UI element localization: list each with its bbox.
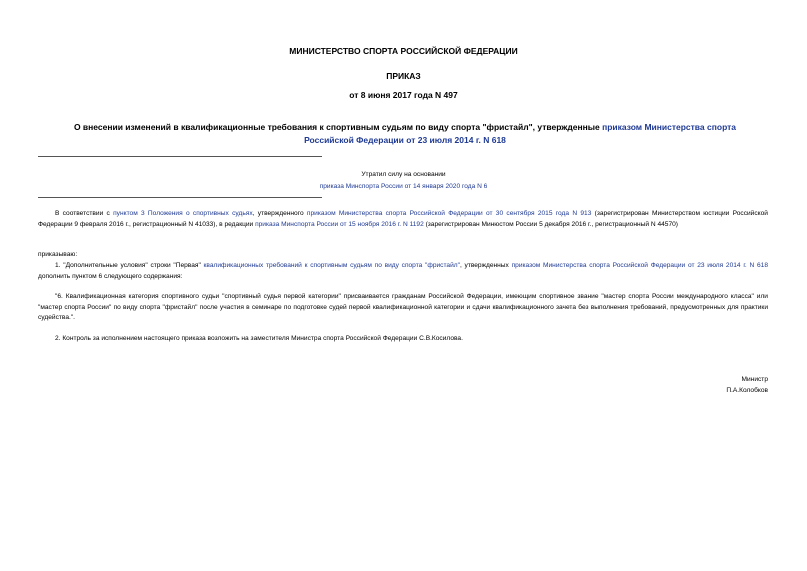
para1-text-4: (зарегистрирован Минюстом России 5 декабря 2016 г., регистрационный N 44570)	[423, 220, 679, 228]
title-text: О внесении изменений в квалификационные требования к спортивным судьям по виду спорта "фристайл", утвержденные	[73, 122, 603, 132]
para3-text-1: 1. "Дополнительные условия" строки "Первая"	[55, 262, 204, 269]
document-title	[55, 121, 755, 147]
paragraph-item-6-text: "6. Квалификационная категория спортивного судьи "спортивный судья первой категории" присваивается гражданам Российской Федерации, имеющим спортивное звание "мастер спорта России международного класса" или "мастер спорта России" по виду спорта "фристайл" после участия в семинаре по подготовке судей первой квалификационной категории и сдачи квалификационного зачета без выполнения требований, предусмотренных для практики судейства.".	[38, 293, 768, 321]
para3-text-3: дополнить пунктом 6 следующего содержания:	[38, 272, 183, 280]
order-618-link[interactable]: приказом Министерства спорта Российской Федерации от 23 июля 2014 г. N 618	[511, 262, 768, 269]
para1-text-3: (зарегистрирован Министерством юстиции Российской Федерации 9 февраля 2016 г., регистрационный N 41033), в редакции	[38, 210, 768, 228]
signature-position: Министр	[741, 376, 768, 383]
para3-text-2: , утвержденных	[459, 262, 512, 269]
document-type-heading: ПРИКАЗ	[386, 71, 421, 81]
lost-force-link-line	[300, 181, 507, 192]
title-order-link[interactable]: приказом Министерства спорта Российской Федерации от 23 июля 2014 г. N 618	[304, 122, 737, 145]
lost-force-note: Утратил силу на основании	[361, 171, 446, 178]
separator-bottom	[38, 197, 322, 198]
order-1192-link[interactable]: приказа Минспорта России от 15 ноября 2016 г. N 1192	[255, 220, 424, 228]
para1-text-2: , утвержденного	[252, 210, 307, 217]
paragraph-item-2: 2. Контроль за исполнением настоящего приказа возложить на заместителя Министра спорта Российской Федерации С.В.Косилова.	[55, 335, 463, 342]
document-date-number: от 8 июня 2017 года N 497	[349, 90, 458, 100]
qualification-requirements-link[interactable]: квалификационных требований к спортивным судьям по виду спорта "фристайл"	[203, 262, 460, 269]
paragraph-basis	[38, 209, 768, 230]
paragraph-order-word: приказываю:	[38, 251, 78, 258]
lost-force-link[interactable]: приказа Минспорта России от 14 января 2020 года N 6	[319, 183, 488, 190]
paragraph-item-1	[38, 261, 768, 282]
order-913-link[interactable]: приказом Министерства спорта Российской Федерации от 30 сентября 2015 года N 913	[306, 210, 592, 217]
ministry-heading: МИНИСТЕРСТВО СПОРТА РОССИЙСКОЙ ФЕДЕРАЦИИ	[289, 46, 518, 56]
separator-top	[38, 156, 322, 157]
signature-name: П.А.Колобков	[726, 387, 768, 394]
para1-text-1: В соответствии с	[55, 210, 114, 217]
regulation-clause-link[interactable]: пунктом 3 Положения о спортивных судьях	[113, 210, 253, 217]
